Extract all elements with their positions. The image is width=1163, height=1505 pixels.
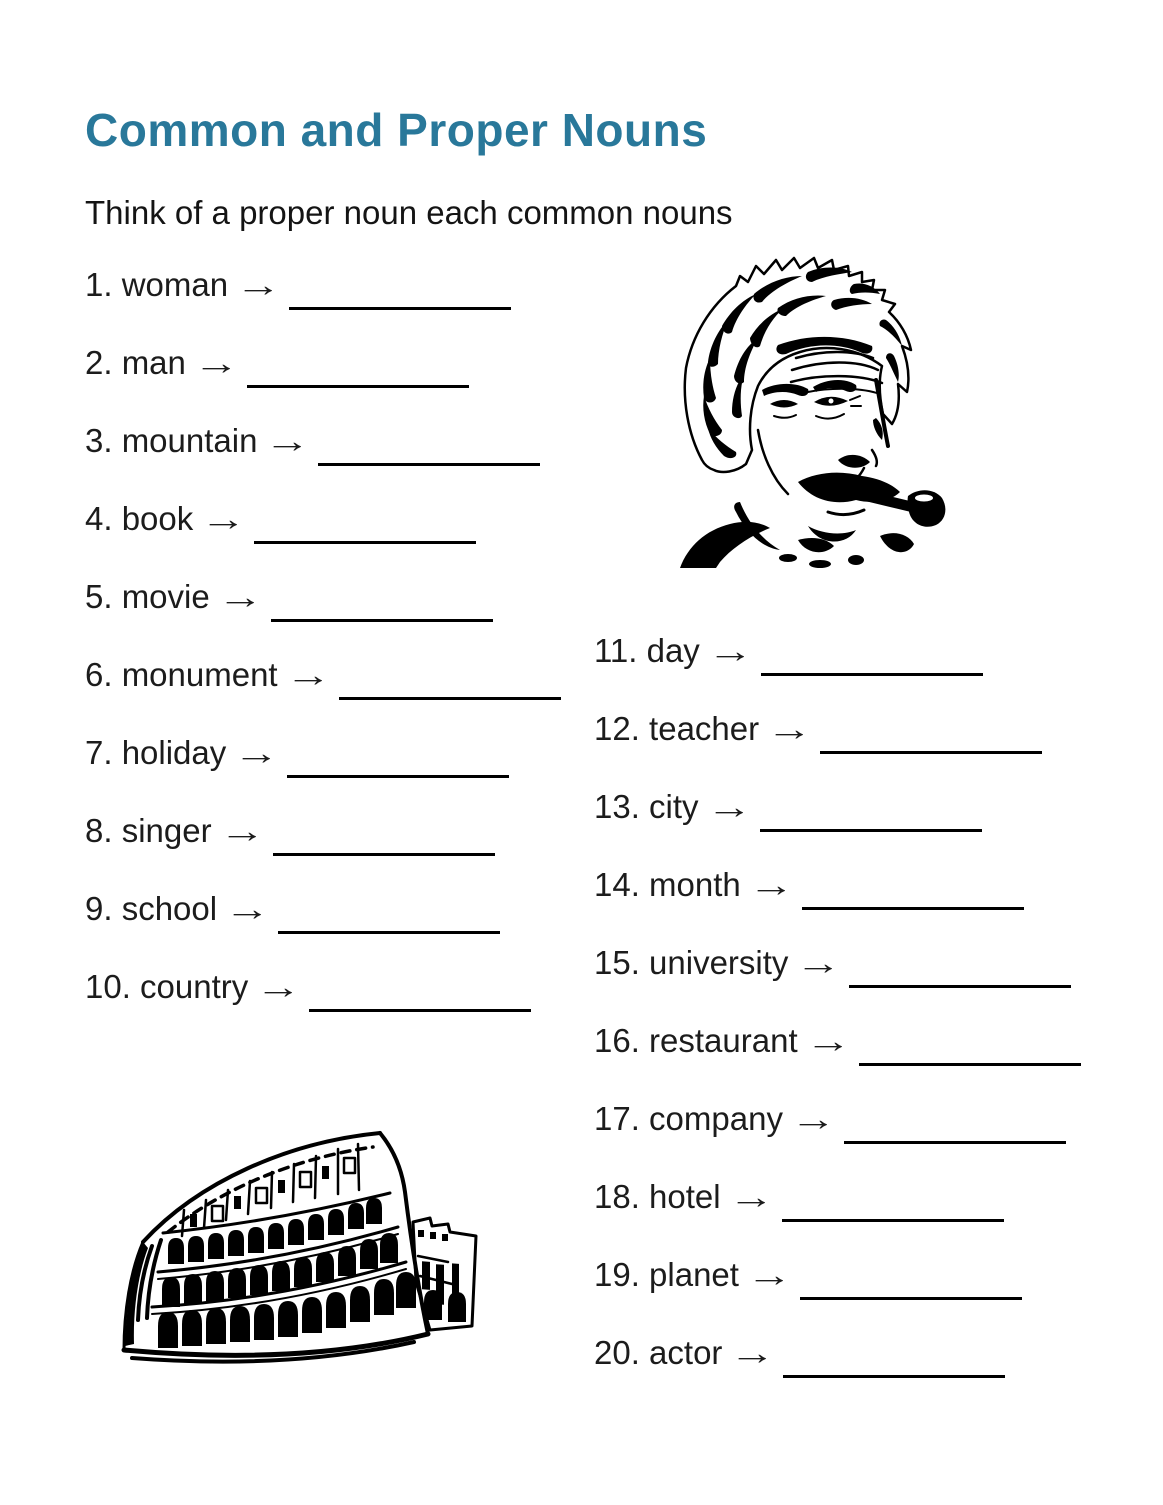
arrow-glyph: → [235, 266, 282, 303]
arrow-glyph: → [746, 1256, 793, 1293]
item-label: 2. man [85, 344, 186, 381]
arrow-glyph: → [766, 710, 813, 747]
item-label: 5. movie [85, 578, 210, 615]
item-label: 7. holiday [85, 734, 227, 771]
item-label: 18. hotel [594, 1178, 721, 1215]
worksheet-item [85, 500, 561, 578]
worksheet-item [85, 968, 561, 1046]
answer-blank [802, 897, 1024, 910]
worksheet-item [594, 1334, 1081, 1412]
answer-blank [247, 375, 469, 388]
worksheet-item [594, 866, 1081, 944]
item-label: 11. day [594, 632, 700, 669]
einstein-portrait-illustration [658, 250, 960, 576]
arrow-glyph: → [790, 1100, 837, 1137]
item-label: 1. woman [85, 266, 229, 303]
colosseum-illustration [118, 1122, 492, 1368]
page-title: Common and Proper Nouns [85, 103, 708, 156]
item-label: 8. singer [85, 812, 212, 849]
answer-blank [339, 687, 561, 700]
item-label: 20. actor [594, 1334, 723, 1371]
arrow-glyph: → [233, 734, 280, 771]
worksheet-item [594, 788, 1081, 866]
worksheet-item [85, 656, 561, 734]
answer-blank [278, 921, 500, 934]
arrow-glyph: → [729, 1334, 777, 1371]
arrow-glyph: → [795, 944, 843, 981]
item-label: 10. country [85, 968, 249, 1005]
item-label: 19. planet [594, 1256, 739, 1293]
item-label: 17. company [594, 1100, 783, 1137]
item-label: 15. university [594, 944, 789, 981]
arrow-glyph: → [707, 632, 754, 669]
worksheet-item [85, 266, 561, 344]
answer-blank [783, 1365, 1005, 1378]
answer-blank [800, 1287, 1022, 1300]
worksheet-item [85, 734, 561, 812]
answer-blank [273, 843, 495, 856]
item-label: 12. teacher [594, 710, 760, 747]
answer-blank [859, 1053, 1081, 1066]
worksheet-item [85, 344, 561, 422]
arrow-glyph: → [217, 578, 264, 615]
answer-blank [761, 663, 983, 676]
item-label: 3. mountain [85, 422, 258, 459]
arrow-glyph: → [705, 788, 753, 825]
item-label: 4. book [85, 500, 194, 537]
arrow-glyph: → [200, 500, 247, 537]
worksheet-item [594, 1178, 1081, 1256]
arrow-glyph: → [285, 656, 332, 693]
arrow-glyph: → [193, 344, 240, 381]
arrow-glyph: → [218, 812, 266, 849]
worksheet-item [85, 890, 561, 968]
answer-blank [287, 765, 509, 778]
answer-blank [289, 297, 511, 310]
arrow-glyph: → [805, 1022, 852, 1059]
arrow-glyph: → [264, 422, 312, 459]
worksheet-item [594, 944, 1081, 1022]
item-label: 9. school [85, 890, 218, 927]
worksheet-item [594, 632, 1081, 710]
arrow-glyph: → [255, 968, 302, 1005]
items-column-left [85, 266, 561, 1046]
items-column-right [594, 632, 1081, 1412]
answer-blank [844, 1131, 1066, 1144]
answer-blank [309, 999, 531, 1012]
worksheet-item [594, 1022, 1081, 1100]
answer-blank [318, 453, 540, 466]
worksheet-item [594, 710, 1081, 788]
worksheet-item [85, 812, 561, 890]
worksheet-item [594, 1256, 1081, 1334]
answer-blank [820, 741, 1042, 754]
item-label: 6. monument [85, 656, 278, 693]
arrow-glyph: → [224, 890, 271, 927]
item-label: 14. month [594, 866, 741, 903]
instructions-text: Think of a proper noun each common nouns [85, 194, 733, 231]
worksheet-item [85, 578, 561, 656]
answer-blank [271, 609, 493, 622]
arrow-glyph: → [728, 1178, 775, 1215]
answer-blank [782, 1209, 1004, 1222]
answer-blank [254, 531, 476, 544]
arrow-glyph: → [748, 866, 795, 903]
answer-blank [849, 975, 1071, 988]
worksheet-item [594, 1100, 1081, 1178]
item-label: 13. city [594, 788, 699, 825]
item-label: 16. restaurant [594, 1022, 798, 1059]
answer-blank [760, 819, 982, 832]
worksheet-item [85, 422, 561, 500]
